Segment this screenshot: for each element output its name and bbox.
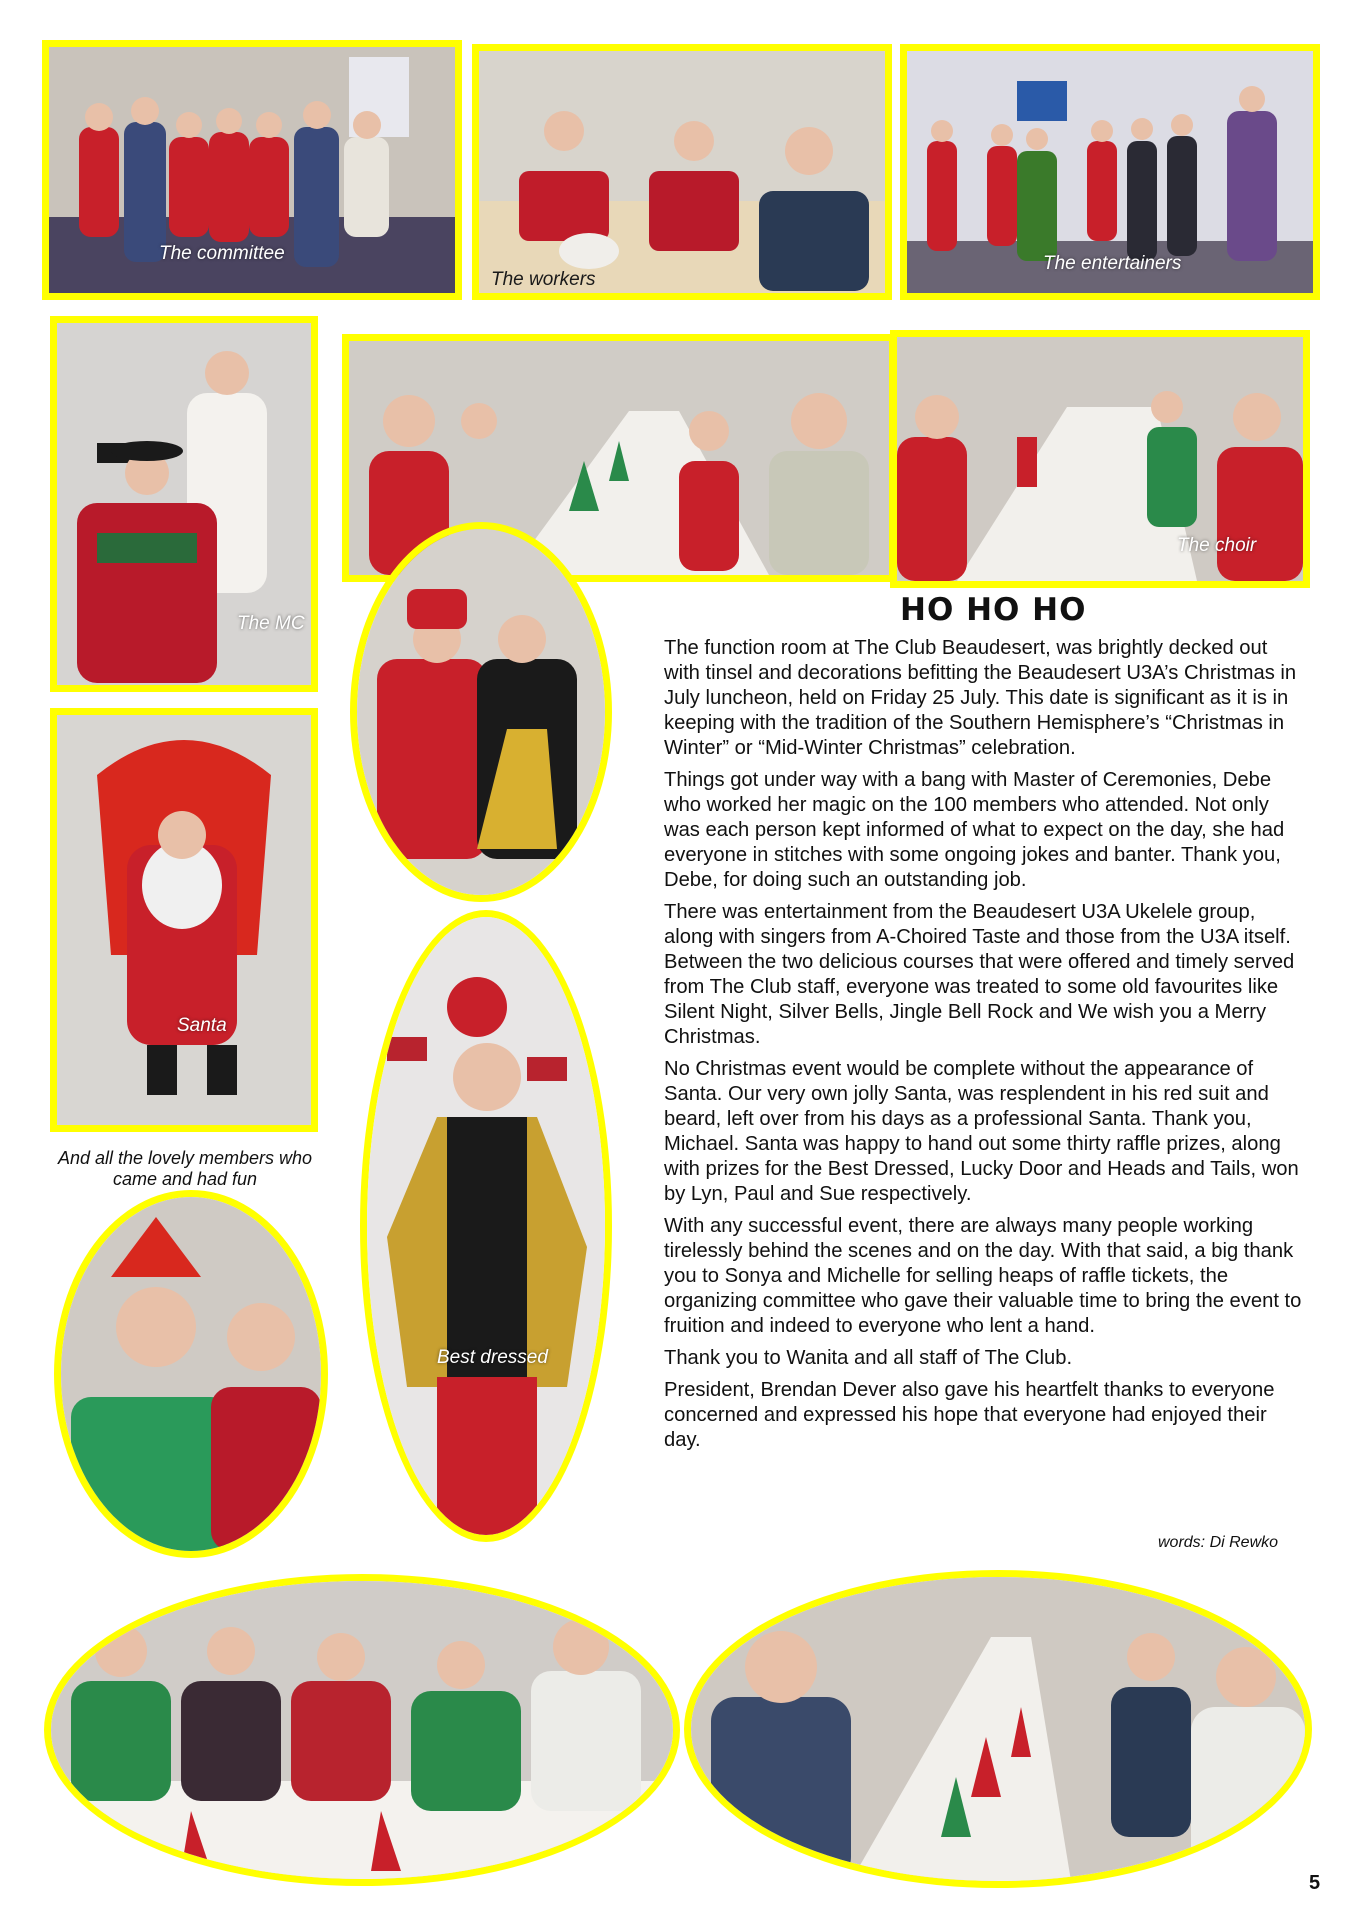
- photo-santa: [50, 708, 318, 1132]
- couple-photo-image: [61, 1197, 321, 1551]
- article-paragraph: There was entertainment from the Beaudesert U3A Ukelele group, along with singers from A-Choired Taste and those from the U3A itself. Between the two delicious courses that were offered and timely served from The Club staff, everyone was treated to some old favourites like Silent Night, Silver Bells, Jingle Bell Rock and We wish you a Merry Christmas.: [664, 901, 1295, 1048]
- page-number: 5: [1309, 1872, 1321, 1894]
- article-body: [664, 636, 1304, 1460]
- santa-photo-image: [57, 715, 311, 1125]
- article-paragraph: With any successful event, there are always many people working tirelessly behind the scenes and on the day. With that said, a big thank you to Sonya and Michelle for selling heaps of raffle tickets, the organizing committee who gave their valuable time to bring the event to fruition and indeed to everyone who lent a hand.: [664, 1215, 1302, 1337]
- bottom-right-photo-image: [691, 1577, 1305, 1881]
- caption-mc: The MC: [237, 613, 305, 634]
- workers-photo-image: [479, 51, 885, 293]
- photo-entertainers: [900, 44, 1320, 300]
- photo-committee: [42, 40, 462, 300]
- article-headline: HO HO HO: [900, 592, 1087, 628]
- reindeer-photo-image: [357, 529, 605, 895]
- caption-santa: Santa: [177, 1015, 227, 1036]
- caption-best-dressed: Best dressed: [437, 1347, 548, 1368]
- photo-oval-couple: [54, 1190, 328, 1558]
- article-paragraph: President, Brendan Dever also gave his heartfelt thanks to everyone concerned and expressed his hope that everyone had enjoyed their day.: [664, 1379, 1275, 1451]
- photo-oval-bottom-right: [684, 1570, 1312, 1888]
- bottom-left-photo-image: [51, 1581, 673, 1879]
- photo-oval-bottom-left: [44, 1574, 680, 1886]
- caption-committee: The committee: [159, 243, 285, 264]
- caption-choir: The choir: [1177, 535, 1257, 556]
- caption-members: And all the lovely members who came and had fun: [57, 1148, 313, 1189]
- photo-oval-best-dressed: [360, 910, 612, 1542]
- article-paragraph: The function room at The Club Beaudesert, was brightly decked out with tinsel and decorations befitting the Beaudesert U3A’s Christmas in July luncheon, held on Friday 25 July. This date is significant as it is in keeping with the tradition of the Southern Hemisphere’s “Christmas in Winter” or “Mid-Winter Christmas” celebration.: [664, 637, 1297, 759]
- article-credit: words: Di Rewko: [1158, 1534, 1279, 1551]
- article-paragraph: Things got under way with a bang with Master of Ceremonies, Debe who worked her magic on the 100 members who attended. Not only was each person kept informed of what to expect on the day, she had everyone in stitches with some ongoing jokes and banter. Thank you, Debe, for doing such an outstanding job.: [664, 769, 1285, 891]
- photo-workers: [472, 44, 892, 300]
- photo-oval-reindeer: [350, 522, 612, 902]
- best-dressed-photo-image: [367, 917, 605, 1535]
- caption-entertainers: The entertainers: [1043, 253, 1182, 274]
- article-paragraph: Thank you to Wanita and all staff of The Club.: [664, 1347, 1073, 1369]
- caption-workers: The workers: [491, 269, 596, 290]
- photo-choir: [890, 330, 1310, 588]
- photo-mc: [50, 316, 318, 692]
- article-paragraph: No Christmas event would be complete without the appearance of Santa. Our very own jolly Santa, was resplendent in his red suit and beard, left over from his days as a professional Santa. Thank you, Michael. Santa was happy to hand out some thirty raffle prizes, along with prizes for the Best Dressed, Lucky Door and Heads and Tails, won by Lyn, Paul and Sue respectively.: [664, 1058, 1299, 1205]
